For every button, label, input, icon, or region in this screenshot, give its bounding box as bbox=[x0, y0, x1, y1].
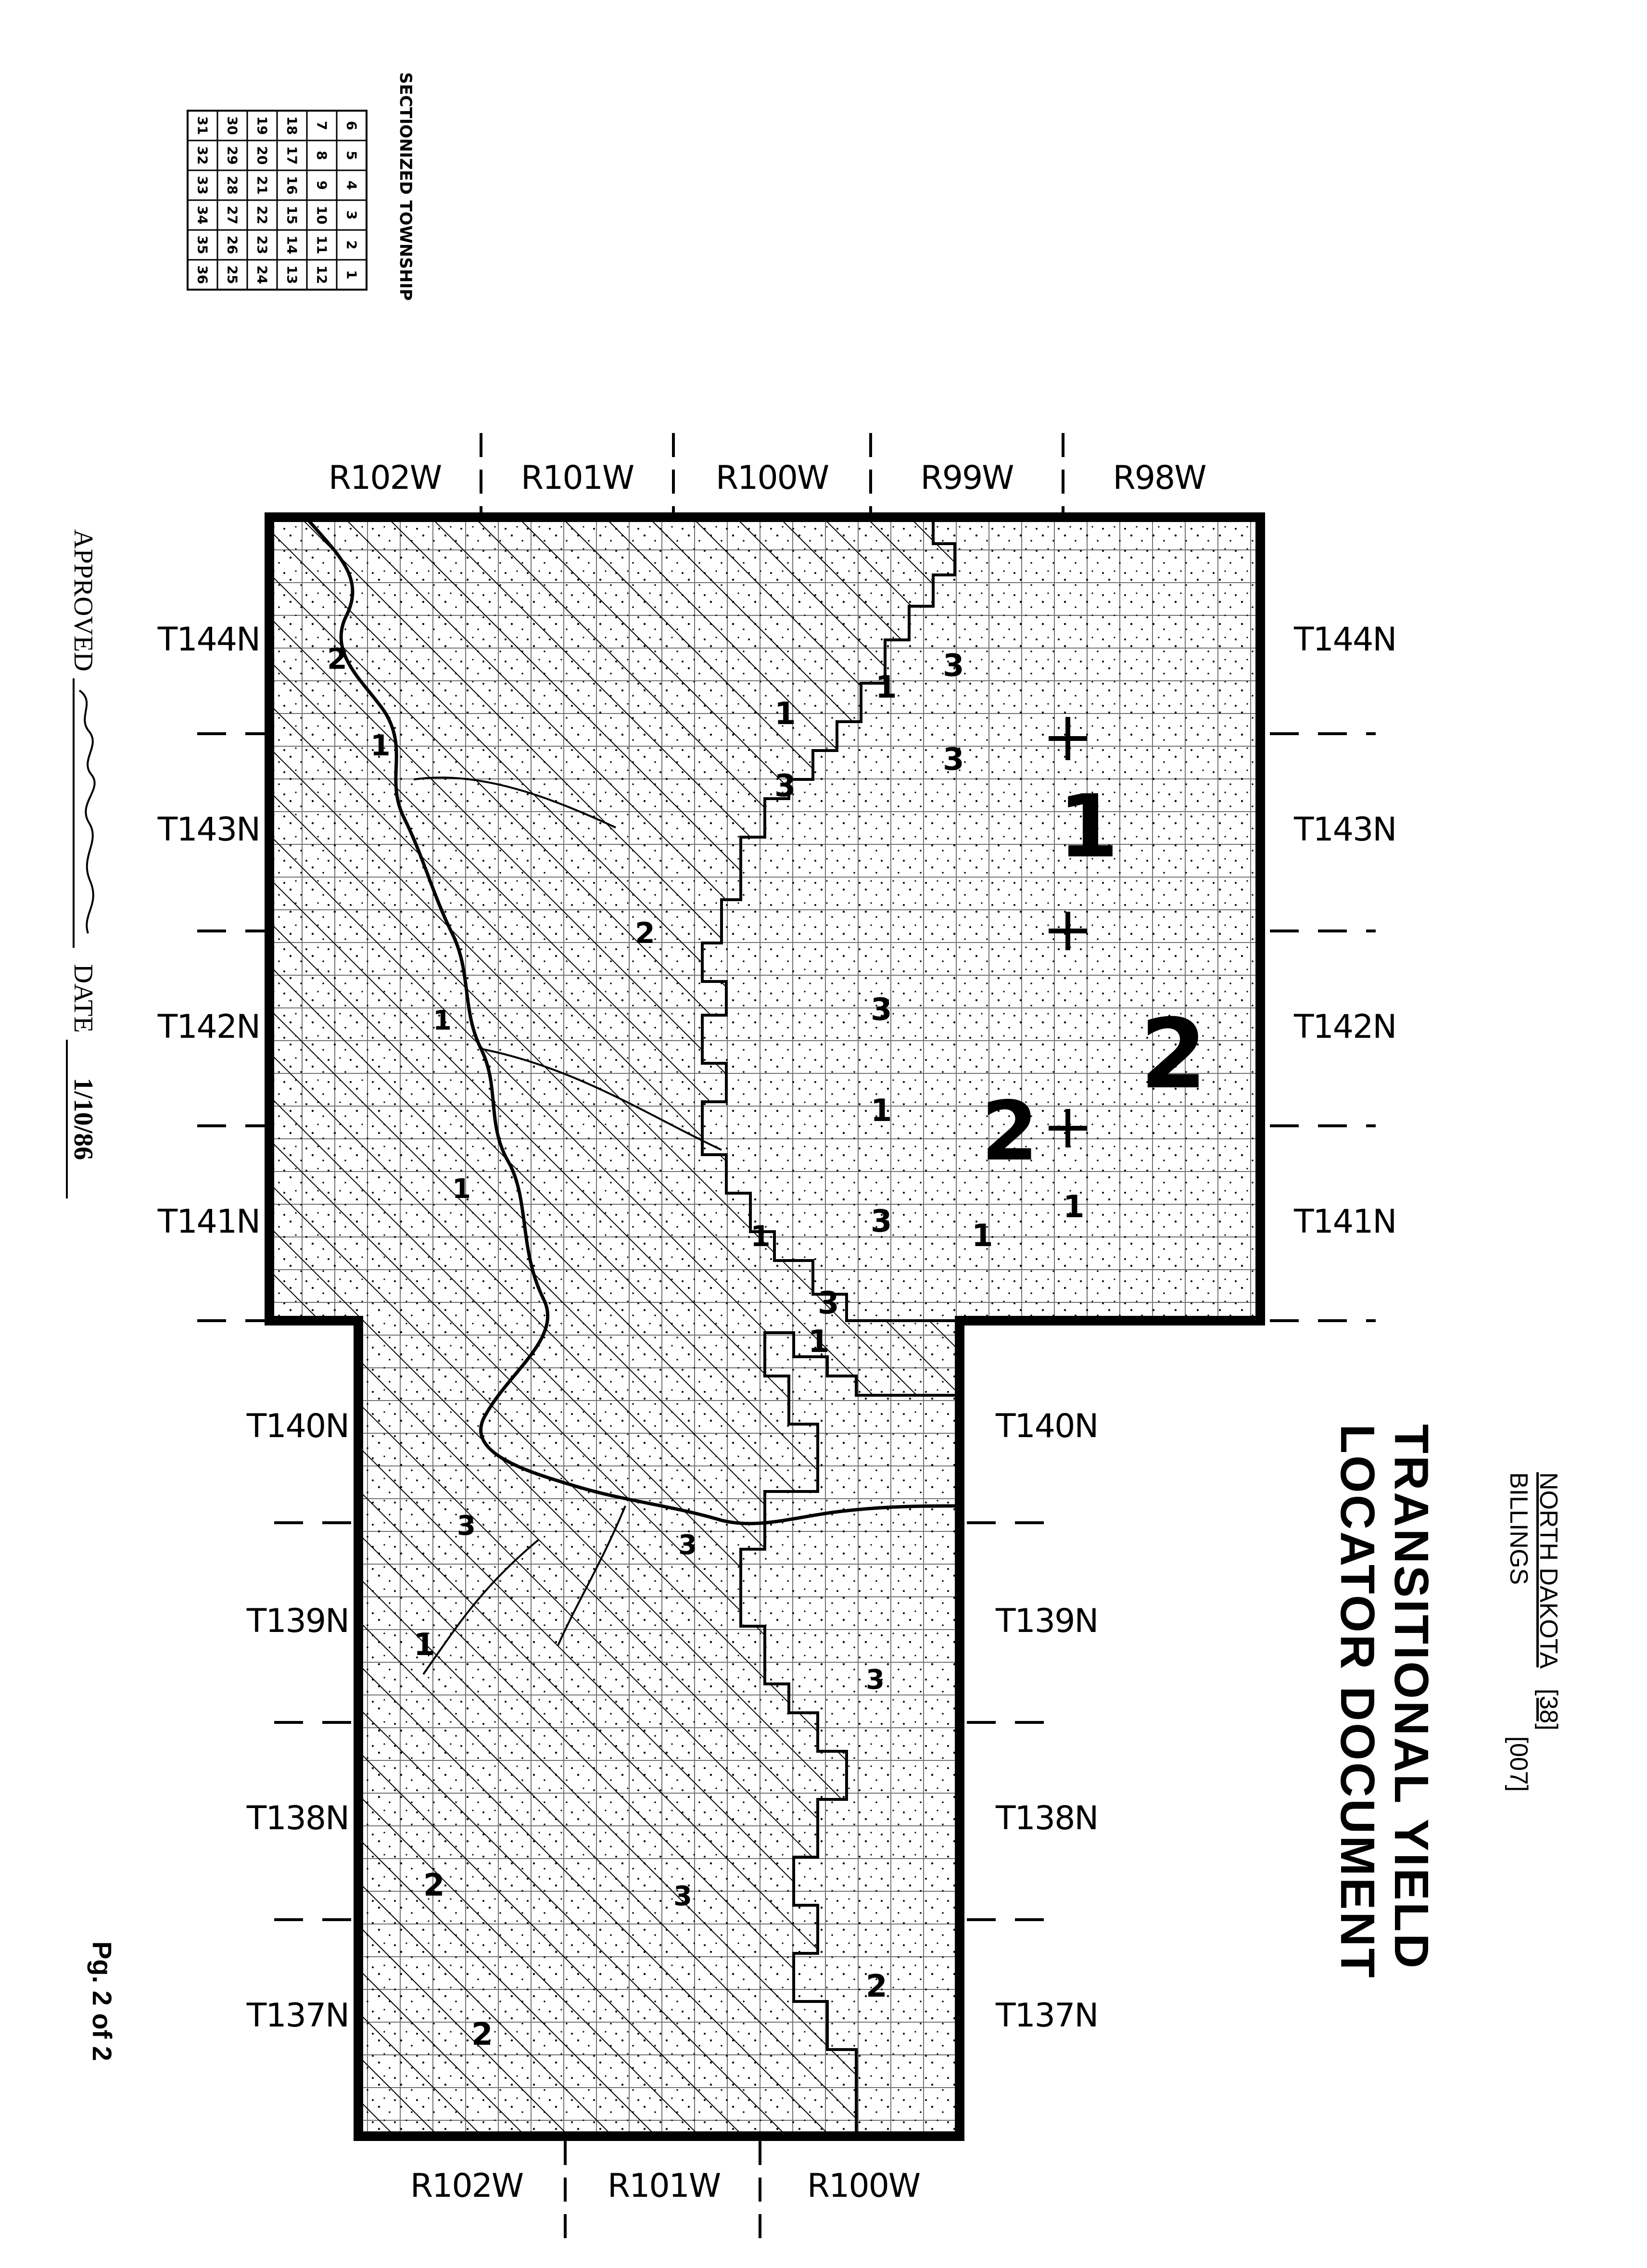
township-section-number: 36 bbox=[194, 265, 211, 284]
township-section-number: 5 bbox=[343, 151, 360, 160]
page-number: Pg. 2 of 2 bbox=[87, 1941, 117, 2061]
township-section-number: 1 bbox=[343, 270, 360, 280]
date-label: DATE bbox=[68, 964, 98, 1033]
zone-label-1: 1 bbox=[750, 1220, 771, 1253]
title-block bbox=[1504, 1472, 1563, 1792]
township-section-number: 32 bbox=[194, 146, 211, 165]
zone-label-1: 1 bbox=[452, 1173, 471, 1205]
township-label-t144n: T144N bbox=[157, 621, 260, 659]
township-section-number: 20 bbox=[254, 146, 270, 165]
zone-label-3: 3 bbox=[774, 768, 796, 804]
zone-label-2: 2 bbox=[327, 642, 347, 676]
approved-label: APPROVED bbox=[68, 529, 98, 672]
range-label-r102w-bottom: R102W bbox=[410, 2167, 523, 2205]
date-value: 1/10/86 bbox=[66, 1040, 99, 1198]
township-section-number: 15 bbox=[284, 205, 300, 225]
township-label-t139n: T139N bbox=[246, 1602, 349, 1640]
township-section-number: 9 bbox=[314, 180, 330, 190]
zone-label-1: 1 bbox=[875, 670, 897, 705]
zone-label-2: 2 bbox=[423, 1868, 445, 1903]
zone-label-1: 1 bbox=[1063, 1189, 1085, 1225]
township-section-number: 11 bbox=[314, 235, 330, 255]
range-label-r98w: R98W bbox=[1113, 459, 1206, 497]
zone-label-3: 3 bbox=[457, 1510, 476, 1542]
zone-label-1: 1 bbox=[808, 1324, 830, 1360]
township-label-t140n: T140N bbox=[246, 1407, 349, 1445]
county-code: [007] bbox=[1505, 1736, 1533, 1792]
zone-label-1: 1 bbox=[370, 729, 391, 763]
township-label-t138n-right: T138N bbox=[996, 1799, 1098, 1837]
township-label-t137n: T137N bbox=[246, 1997, 349, 2035]
township-section-number: 19 bbox=[254, 116, 270, 135]
county-name: BILLINGS bbox=[1505, 1472, 1533, 1585]
zone-label-2: 2 bbox=[866, 1969, 887, 2004]
township-section-number: 21 bbox=[254, 176, 270, 195]
state-name: NORTH DAKOTA bbox=[1534, 1472, 1562, 1668]
zone-label-3: 3 bbox=[871, 992, 892, 1028]
range-label-r100w: R100W bbox=[715, 459, 829, 497]
township-label-t140n-right: T140N bbox=[996, 1407, 1098, 1445]
township-section-number: 22 bbox=[254, 205, 270, 225]
zone-label-2-medium: 2 bbox=[981, 1084, 1039, 1179]
township-section-number: 7 bbox=[314, 121, 330, 130]
zone-label-1: 1 bbox=[871, 1093, 892, 1129]
approved-signature bbox=[73, 678, 94, 948]
township-label-t144n-right: T144N bbox=[1294, 621, 1396, 659]
township-label-t139n-right: T139N bbox=[996, 1602, 1098, 1640]
range-label-r99w: R99W bbox=[920, 459, 1014, 497]
township-section-number: 8 bbox=[314, 151, 330, 160]
township-label-t142n-right: T142N bbox=[1294, 1008, 1396, 1046]
zone-label-3: 3 bbox=[943, 742, 964, 777]
zone-label-3: 3 bbox=[818, 1286, 839, 1321]
township-section-number: 16 bbox=[284, 176, 300, 195]
zone-label-3: 3 bbox=[871, 1204, 892, 1239]
zone-label-2-large: 2 bbox=[1140, 998, 1207, 1110]
zone-label-3: 3 bbox=[678, 1529, 697, 1561]
township-section-number: 2 bbox=[343, 240, 360, 250]
township-label-t141n: T141N bbox=[157, 1203, 260, 1241]
township-section-number: 6 bbox=[343, 121, 360, 130]
township-section-number: 28 bbox=[224, 176, 241, 195]
county-line bbox=[1504, 1472, 1533, 1792]
township-section-number: 12 bbox=[314, 265, 330, 284]
zone-label-3: 3 bbox=[866, 1664, 885, 1695]
township-label-t142n: T142N bbox=[157, 1008, 260, 1046]
zone-label-1-large: 1 bbox=[1058, 777, 1119, 877]
range-label-r101w-bottom: R101W bbox=[607, 2167, 721, 2205]
township-section-number: 18 bbox=[284, 116, 300, 135]
township-section-number: 25 bbox=[224, 265, 241, 284]
township-section-number: 35 bbox=[194, 235, 211, 255]
township-section-number: 24 bbox=[254, 265, 270, 284]
range-label-r100w-bottom: R100W bbox=[807, 2167, 920, 2205]
zone-label-2: 2 bbox=[471, 2017, 493, 2052]
township-section-number: 23 bbox=[254, 235, 270, 255]
township-section-number: 34 bbox=[194, 205, 211, 225]
range-label-r101w: R101W bbox=[520, 459, 634, 497]
title-line-2: LOCATOR DOCUMENT bbox=[1330, 1424, 1384, 1980]
township-label-t137n-right: T137N bbox=[996, 1997, 1098, 2035]
township-section-number: 26 bbox=[224, 235, 241, 255]
township-label-t143n-right: T143N bbox=[1294, 811, 1396, 849]
township-section-number: 13 bbox=[284, 265, 300, 284]
zone-label-1: 1 bbox=[414, 1627, 435, 1663]
township-section-number: 14 bbox=[284, 235, 300, 255]
township-section-number: 30 bbox=[224, 116, 241, 135]
township-label-t141n-right: T141N bbox=[1294, 1203, 1396, 1241]
range-label-r102w: R102W bbox=[328, 459, 442, 497]
zone-label-1: 1 bbox=[972, 1218, 993, 1254]
state-code: [38] bbox=[1534, 1688, 1562, 1731]
township-section-number: 17 bbox=[284, 146, 300, 165]
township-section-number: 31 bbox=[194, 116, 211, 135]
approval-block bbox=[66, 529, 99, 1198]
zone-label-3: 3 bbox=[943, 648, 964, 684]
township-section-number: 3 bbox=[343, 210, 360, 220]
township-section-number: 33 bbox=[194, 176, 211, 195]
zone-label-2: 2 bbox=[635, 917, 655, 950]
township-label-t143n: T143N bbox=[157, 811, 260, 849]
township-section-number: 10 bbox=[314, 205, 330, 225]
zone-label-3: 3 bbox=[673, 1881, 692, 1912]
zone-label-1: 1 bbox=[774, 696, 796, 732]
title-line-1: TRANSITIONAL YIELD bbox=[1384, 1424, 1438, 1971]
map-interior bbox=[269, 517, 1260, 2139]
township-section-number: 4 bbox=[343, 180, 360, 190]
state-line bbox=[1533, 1472, 1563, 1792]
document-title bbox=[1330, 1424, 1438, 1980]
township-diagram-title: SECTIONIZED TOWNSHIP bbox=[396, 72, 415, 301]
township-label-t138n: T138N bbox=[246, 1799, 349, 1837]
township-section-number: 29 bbox=[224, 146, 241, 165]
township-section-number: 27 bbox=[224, 205, 241, 225]
zone-label-1: 1 bbox=[433, 1005, 452, 1036]
